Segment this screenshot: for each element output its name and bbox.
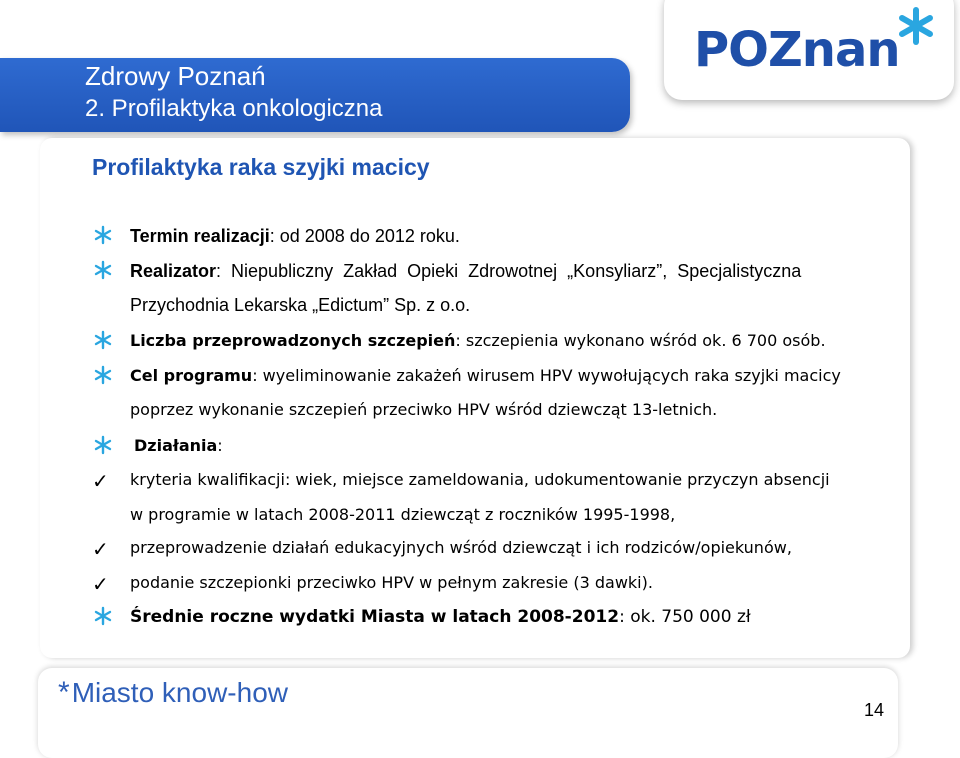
przeprowadzenie-line: przeprowadzenie działań edukacyjnych wśród dziewcząt i ich rodziców/opiekunów,: [130, 538, 792, 557]
liczba-line: [130, 331, 826, 350]
liczba-text: : szczepienia wykonano wśród ok. 6 700 osób.: [455, 331, 826, 350]
miasto-know-how-logo: [58, 676, 288, 710]
wydatki-line: [130, 607, 751, 627]
checkmark-icon: ✓: [92, 469, 109, 493]
checkmark-icon: ✓: [92, 537, 109, 561]
termin-text: : od 2008 do 2012 roku.: [269, 226, 460, 246]
footer-brand: Miasto know-how: [71, 677, 288, 708]
realizator-text: : Niepubliczny Zakład Opieki Zdrowotnej „Konsyliarz”, Specjalistyczna: [216, 261, 802, 281]
page-number: 14: [864, 700, 885, 720]
asterisk-bullet-icon: [92, 434, 114, 456]
podanie-line: podanie szczepionki przeciwko HPV w pełnym zakresie (3 dawki).: [130, 573, 653, 592]
cel-text: : wyeliminowanie zakażeń wirusem HPV wywołujących raka szyjki macicy: [252, 366, 841, 385]
wydatki-label: Średnie roczne wydatki Miasta w latach 2008-2012: [130, 607, 620, 627]
dzialania-colon: :: [217, 436, 223, 455]
realizator-label: Realizator: [130, 261, 217, 281]
termin-line: [130, 226, 460, 247]
poznan-logo: POZnan: [694, 22, 900, 78]
cel-label: Cel programu: [130, 366, 253, 385]
liczba-label: Liczba przeprowadzonych szczepień: [130, 331, 456, 350]
kryteria-line2: w programie w latach 2008-2011 dziewcząt z roczników 1995-1998,: [130, 505, 676, 524]
kryteria-line: kryteria kwalifikacji: wiek, miejsce zameldowania, udokumentowanie przyczyn absencji: [130, 470, 830, 489]
header-title: Zdrowy Poznań: [85, 61, 266, 91]
realizator-line2: Przychodnia Lekarska „Edictum” Sp. z o.o.: [130, 295, 471, 315]
cel-line2: poprzez wykonanie szczepień przeciwko HPV wśród dziewcząt 13-letnich.: [130, 400, 718, 419]
asterisk-bullet-icon: [92, 605, 114, 627]
realizator-line: [130, 261, 801, 282]
asterisk-bullet-icon: [92, 259, 114, 281]
dzialania-label: Działania: [134, 436, 218, 455]
section-title: Profilaktyka raka szyjki macicy: [92, 154, 430, 180]
termin-label: Termin realizacji: [130, 226, 270, 246]
asterisk-bullet-icon: [92, 329, 114, 351]
asterisk-bullet-icon: [92, 364, 114, 386]
checkmark-icon: ✓: [92, 572, 109, 596]
asterisk-star-icon: [896, 6, 936, 46]
footer-star-icon: *: [58, 676, 70, 709]
wydatki-text: : ok. 750 000 zł: [619, 607, 751, 627]
cel-line: [130, 366, 841, 385]
dzialania-line: [134, 436, 223, 455]
asterisk-bullet-icon: [92, 224, 114, 246]
header-subtitle: 2. Profilaktyka onkologiczna: [85, 95, 383, 122]
